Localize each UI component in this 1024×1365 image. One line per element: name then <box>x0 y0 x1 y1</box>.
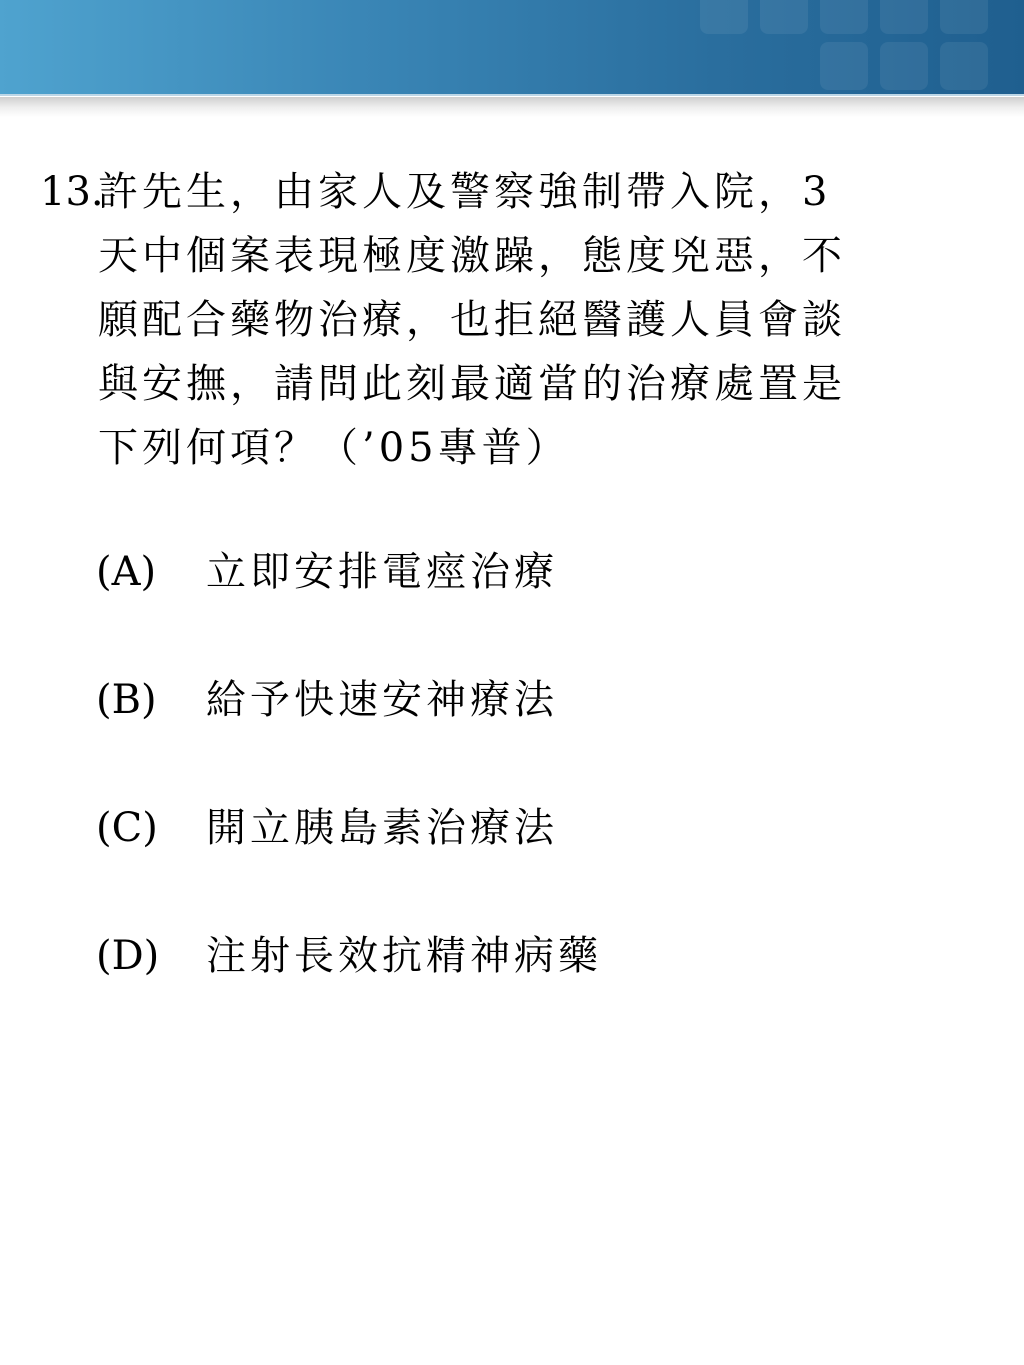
option-a[interactable] <box>96 540 896 668</box>
option-label: (D) <box>96 933 160 979</box>
banner-decor-tile <box>820 42 868 90</box>
banner-divider <box>0 94 1024 96</box>
question-line: 許先生，由家人及警察強制帶入院，3 <box>98 169 832 215</box>
answer-options <box>96 540 896 1052</box>
option-c[interactable] <box>96 796 896 924</box>
option-text: 開立胰島素治療法 <box>206 805 558 851</box>
header-banner <box>0 0 1024 96</box>
option-text: 注射長效抗精神病藥 <box>206 933 602 979</box>
banner-decor-tile <box>700 0 748 34</box>
question-line: 與安撫，請問此刻最適當的治療處置是 <box>98 361 846 407</box>
option-b[interactable] <box>96 668 896 796</box>
option-d[interactable] <box>96 924 896 1052</box>
banner-decor-tile <box>880 42 928 90</box>
option-label: (B) <box>96 677 157 723</box>
option-text: 立即安排電痙治療 <box>206 549 558 595</box>
banner-decor-tile <box>940 42 988 90</box>
question-line: 天中個案表現極度激躁，態度兇惡，不 <box>98 233 846 279</box>
option-text: 給予快速安神療法 <box>206 677 558 723</box>
question-text <box>98 160 998 480</box>
banner-decor-tile <box>880 0 928 34</box>
question-line: 下列何項？（’05專普） <box>98 425 570 471</box>
option-label: (C) <box>96 805 158 851</box>
banner-decor-tile <box>940 0 988 34</box>
option-label: (A) <box>96 549 157 595</box>
banner-decor-tile <box>820 0 868 34</box>
question-number: 13. <box>40 169 104 215</box>
banner-decor-tile <box>760 0 808 34</box>
question-line: 願配合藥物治療，也拒絕醫護人員會談 <box>98 297 846 343</box>
banner-shadow <box>0 97 1024 117</box>
